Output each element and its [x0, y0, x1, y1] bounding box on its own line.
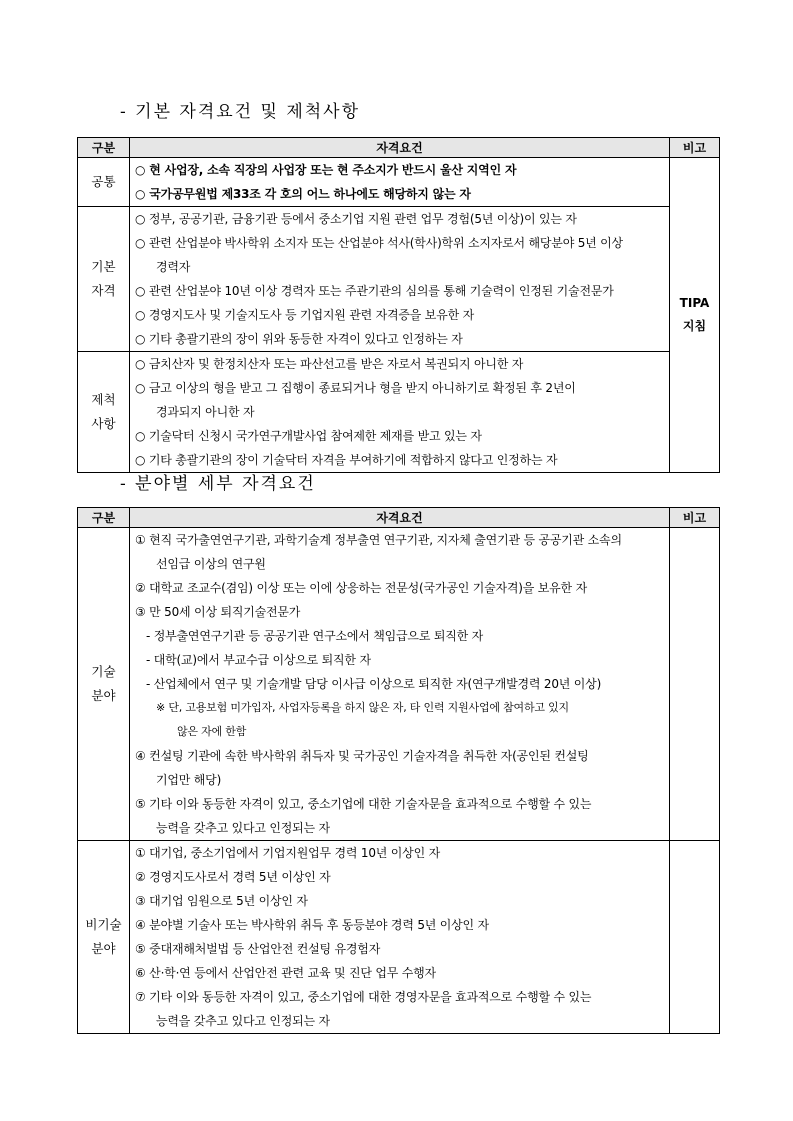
category-label: 제척	[91, 392, 116, 407]
table-row-tech	[78, 528, 720, 841]
requirement-line: ○ 금치산자 및 한정치산자 또는 파산선고를 받은 자로서 복권되지 아니한 자	[135, 357, 524, 371]
note-text: 지침	[682, 319, 707, 333]
note-text: TIPA	[679, 296, 710, 310]
requirement-line: ② 대학교 조교수(겸임) 이상 또는 이에 상응하는 전문성(국가공인 기술자격)을 보유한 자	[135, 581, 587, 595]
requirement-line: 경과되지 아니한 자	[156, 405, 255, 419]
requirement-line: ④ 분야별 기술사 또는 박사학위 취득 후 동등분야 경력 5년 이상인 자	[135, 918, 489, 932]
requirement-line: ○ 금고 이상의 형을 받고 그 집행이 종료되거나 형을 받지 아니하기로 확정된 후 2년이	[135, 381, 576, 395]
section-heading-field: - 분야별 세부 자격요건	[120, 474, 316, 494]
requirements-common	[130, 158, 670, 207]
category-basic	[78, 207, 130, 352]
header-note: 비고	[670, 508, 720, 528]
requirements-basic	[130, 207, 670, 352]
section-heading-basic: - 기본 자격요건 및 제척사항	[120, 102, 361, 122]
requirement-line: ○ 정부, 공공기관, 금융기관 등에서 중소기업 지원 관련 업무 경험(5년 이상)이 있는 자	[135, 212, 577, 226]
requirement-line: ○ 관련 산업분야 박사학위 소지자 또는 산업분야 석사(학사)학위 소지자로서 해당분야 5년 이상	[135, 236, 623, 250]
requirement-line: 기업만 해당)	[156, 773, 222, 787]
category-exclusion	[78, 352, 130, 473]
requirement-line: ※ 단, 고용보험 미가입자, 사업자등록을 하지 않은 자, 타 인력 지원사업에 참여하고 있지	[156, 701, 569, 714]
note-cell	[670, 841, 720, 1034]
table-row-basic	[78, 207, 720, 352]
table-header-row	[78, 508, 720, 528]
requirement-line: - 정부출연연구기관 등 공공기관 연구소에서 책임급으로 퇴직한 자	[146, 629, 484, 643]
category-label: 사항	[91, 416, 116, 431]
field-requirements-table	[77, 507, 720, 1034]
requirements-exclusion	[130, 352, 670, 473]
header-requirement: 자격요건	[130, 508, 670, 528]
category-label: 공통	[91, 174, 116, 189]
requirements-tech	[130, 528, 670, 841]
header-category: 구분	[78, 508, 130, 528]
requirement-line: - 산업체에서 연구 및 기술개발 담당 이사급 이상으로 퇴직한 자(연구개발경력 20년 이상)	[146, 677, 602, 691]
requirement-line: 능력을 갖추고 있다고 인정되는 자	[156, 1014, 330, 1028]
requirement-line: ○ 경영지도사 및 기술지도사 등 기업지원 관련 자격증을 보유한 자	[135, 308, 474, 322]
requirement-line: ② 경영지도사로서 경력 5년 이상인 자	[135, 870, 331, 884]
table-row-exclusion	[78, 352, 720, 473]
requirement-line: ⑤ 중대재해처벌법 등 산업안전 컨설팅 유경험자	[135, 942, 381, 956]
category-common	[78, 158, 130, 207]
requirement-line: ④ 컨설팅 기관에 속한 박사학위 취득자 및 국가공인 기술자격을 취득한 자(공인된 컨설팅	[135, 749, 589, 763]
requirement-line: ○ 국가공무원법 제33조 각 호의 어느 하나에도 해당하지 않는 자	[135, 187, 471, 201]
requirement-line: 경력자	[156, 260, 191, 274]
requirements-nontech	[130, 841, 670, 1034]
requirement-line: ⑥ 산·학·연 등에서 산업안전 관련 교육 및 진단 업무 수행자	[135, 966, 436, 980]
table-header-row	[78, 138, 720, 158]
requirement-line: ⑤ 기타 이와 동등한 자격이 있고, 중소기업에 대한 기술자문을 효과적으로 수행할 수 있는	[135, 797, 592, 811]
requirement-line: ○ 관련 산업분야 10년 이상 경력자 또는 주관기관의 심의를 통해 기술력이 인정된 기술전문가	[135, 284, 614, 298]
requirement-line: 능력을 갖추고 있다고 인정되는 자	[156, 821, 330, 835]
header-note: 비고	[670, 138, 720, 158]
category-label: 기본	[91, 259, 116, 274]
category-label: 기술	[91, 664, 116, 679]
note-cell	[670, 528, 720, 841]
requirement-line: 선임급 이상의 연구원	[156, 557, 266, 571]
requirement-line: ③ 만 50세 이상 퇴직기술전문가	[135, 605, 301, 619]
note-cell	[670, 158, 720, 473]
table-row-nontech	[78, 841, 720, 1034]
requirement-line: ○ 기타 총괄기관의 장이 기술닥터 자격을 부여하기에 적합하지 않다고 인정하는 자	[135, 453, 558, 467]
category-label: 자격	[91, 283, 116, 298]
requirement-line: ① 현직 국가출연연구기관, 과학기술계 정부출연 연구기관, 지자체 출연기관 등 공공기관 소속의	[135, 533, 622, 547]
requirement-line: ⑦ 기타 이와 동등한 자격이 있고, 중소기업에 대한 경영자문을 효과적으로 수행할 수 있는	[135, 990, 592, 1004]
requirement-line: - 대학(교)에서 부교수급 이상으로 퇴직한 자	[146, 653, 371, 667]
header-category: 구분	[78, 138, 130, 158]
category-label: 비기술	[85, 917, 122, 932]
requirement-line: ③ 대기업 임원으로 5년 이상인 자	[135, 894, 308, 908]
category-label: 분야	[91, 941, 116, 956]
header-requirement: 자격요건	[130, 138, 670, 158]
basic-requirements-table	[77, 137, 720, 473]
requirement-line: ① 대기업, 중소기업에서 기업지원업무 경력 10년 이상인 자	[135, 846, 440, 860]
requirement-line: ○ 기술닥터 신청시 국가연구개발사업 참여제한 제재를 받고 있는 자	[135, 429, 482, 443]
requirement-line: 않은 자에 한함	[177, 725, 247, 738]
requirement-line: ○ 기타 총괄기관의 장이 위와 동등한 자격이 있다고 인정하는 자	[135, 332, 463, 346]
table-row-common	[78, 158, 720, 207]
category-tech	[78, 528, 130, 841]
category-nontech	[78, 841, 130, 1034]
category-label: 분야	[91, 688, 116, 703]
requirement-line: ○ 현 사업장, 소속 직장의 사업장 또는 현 주소지가 반드시 울산 지역인 자	[135, 163, 517, 177]
